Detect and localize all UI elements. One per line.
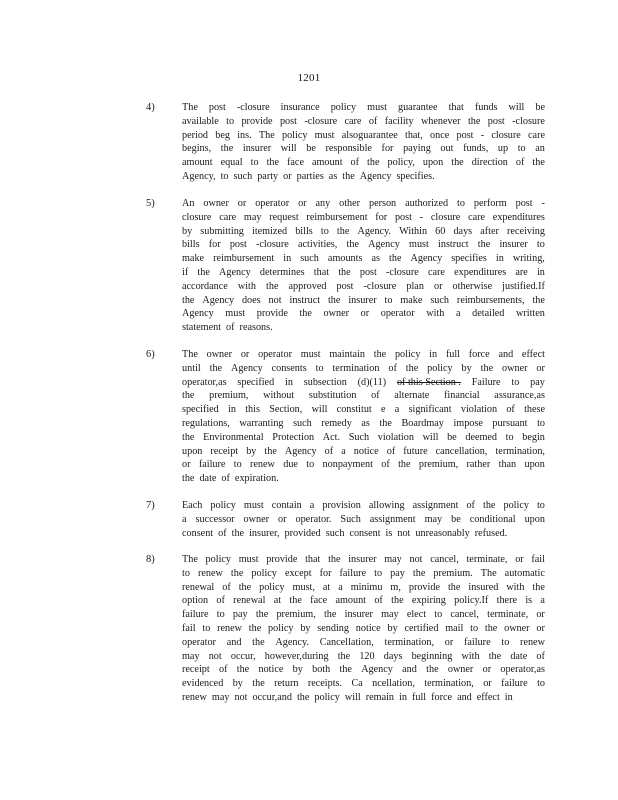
list-item [146, 101, 546, 184]
text-line: operator and the Agency. Cancellation, termination, or failure to renew [182, 636, 545, 648]
item-number: 8) [146, 554, 155, 565]
list-item [146, 197, 546, 335]
text-line: bills for post -closure activities, the Agency must instruct the insurer to [182, 239, 545, 251]
text-line: evidenced by the return receipts. Ca ncellation, termination, or failure to [182, 678, 545, 690]
text-line: An owner or operator or any other person authorized to perform post - [182, 198, 545, 209]
text-line: make reimbursement in such amounts as the Agency specifies in writing, [182, 253, 545, 265]
text-line: failure to pay the premium, the insurer may elect to cancel, terminate, or [182, 609, 545, 621]
text-line: The post -closure insurance policy must guarantee that funds will be [182, 102, 545, 113]
page-number: 1201 [297, 72, 321, 84]
item-paragraph [182, 553, 545, 705]
item-paragraph [182, 348, 545, 486]
list-item [146, 499, 546, 540]
text-line: period beg ins. The policy must alsoguarantee that, once post - closure care [182, 129, 545, 141]
text-line: by submitting itemized bills to the Agency. Within 60 days after receiving [182, 225, 545, 237]
text-line: the Agency does not instruct the insurer to make such reimbursements, the [182, 294, 545, 306]
text-line: closure care may request reimbursement for post - closure care expenditures [182, 211, 545, 223]
item-number: 4) [146, 102, 155, 113]
text-line: regulations, warranting such remedy as the Boardmay impose pursuant to [182, 417, 545, 429]
text-line: available to provide post -closure care of facility whenever the post -closure [182, 115, 545, 127]
item-number: 5) [146, 198, 155, 209]
text-line: specified in this Section, will constitut e a significant violation of these [182, 404, 545, 416]
text-line: to renew the policy except for failure to pay the premium. The automatic [182, 567, 545, 579]
text-line: option of renewal at the face amount of the expiring policy.If there is a [182, 595, 545, 607]
text-line: renewal of the policy must, at a minimu m, provide the insured with the [182, 581, 545, 593]
text-line: The owner or operator must maintain the policy in full force and effect [182, 349, 545, 360]
text-line: until the Agency consents to termination of the policy by the owner or [182, 362, 545, 374]
text-line: if the Agency determines that the post -closure care expenditures are in [182, 266, 545, 278]
text-line: Each policy must contain a provision allowing assignment of the policy to [182, 500, 545, 511]
item-paragraph [182, 197, 545, 335]
text-line: begins, the insurer will be responsible for paying out funds, up to an [182, 143, 545, 155]
text-line: Agency must provide the owner or operator with a detailed written [182, 308, 545, 320]
text-line: consent of the insurer, provided such consent is not unreasonably refused. [182, 527, 508, 539]
text-line: operator,as specified in subsection (d)(11) of this Section . Failure to pay [182, 376, 545, 388]
text-line: accordance with the approved post -closure plan or otherwise justified.If [182, 280, 545, 292]
text-line: or failure to renew due to nonpayment of the premium, rather than upon [182, 459, 545, 471]
text-line: fail to renew the policy by sending notice by certified mail to the owner or [182, 622, 545, 634]
item-paragraph [182, 499, 545, 540]
text-line: renew may not occur,and the policy will remain in full force and effect in [182, 691, 513, 703]
text-line: the Environmental Protection Act. Such violation will be deemed to begin [182, 431, 545, 443]
text-line: a successor owner or operator. Such assignment may be conditional upon [182, 513, 545, 525]
text-line: receipt of the notice by both the Agency and the owner or operator,as [182, 664, 545, 676]
text-line: the premium, without substitution of alternate financial assurance,as [182, 390, 545, 402]
text-line: Agency, to such party or parties as the Agency specifies. [182, 170, 435, 182]
text-line: amount equal to the face amount of the policy, upon the direction of the [182, 157, 545, 169]
item-paragraph [182, 101, 545, 184]
text-line: statement of reasons. [182, 322, 273, 334]
text-line: upon receipt by the Agency of a notice of future cancellation, termination, [182, 445, 545, 457]
item-number: 7) [146, 500, 155, 511]
list-item [146, 348, 546, 486]
text-line: may not occur, however,during the 120 days beginning with the date of [182, 650, 545, 662]
item-number: 6) [146, 349, 155, 360]
list-item [146, 553, 546, 705]
struck-text: of this Section . [396, 376, 461, 388]
text-line: the date of expiration. [182, 473, 279, 485]
text-line: The policy must provide that the insurer may not cancel, terminate, or fail [182, 554, 545, 565]
